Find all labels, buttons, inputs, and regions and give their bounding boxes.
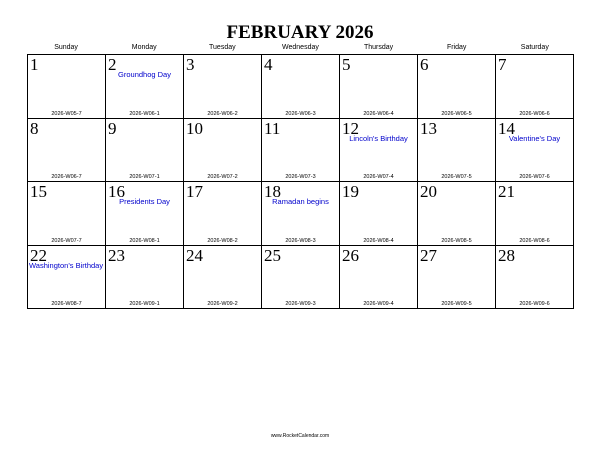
- day-cell: [106, 55, 184, 119]
- iso-week-label: 2026-W07-3: [285, 174, 316, 180]
- day-cell: [106, 246, 184, 310]
- day-number: 2: [108, 55, 117, 74]
- weekday-label: Thursday: [363, 44, 394, 51]
- iso-week-label: 2026-W07-2: [207, 174, 238, 180]
- iso-week-label: 2026-W06-6: [519, 110, 550, 117]
- day-number: 5: [342, 55, 351, 74]
- calendar-grid: [27, 54, 574, 309]
- day-cell: [106, 119, 184, 183]
- day-cell: [496, 246, 574, 310]
- weekday-label: Friday: [446, 44, 467, 51]
- day-number: 25: [264, 245, 281, 265]
- day-number: 4: [264, 55, 273, 74]
- iso-week-label: 2026-W08-3: [285, 237, 316, 244]
- iso-week-label: 2026-W09-4: [363, 301, 394, 307]
- day-cell: [340, 246, 418, 310]
- iso-week-label: 2026-W05-7: [51, 110, 82, 117]
- day-number: 17: [186, 182, 203, 201]
- day-cell: [496, 55, 574, 119]
- day-cell: [496, 182, 574, 246]
- day-cell: [418, 182, 496, 246]
- day-number: 23: [108, 245, 125, 265]
- day-number: 26: [342, 245, 359, 265]
- holiday-label: Lincoln's Birthday: [349, 133, 408, 143]
- weekday-label: Sunday: [54, 44, 78, 51]
- day-cell: [496, 119, 574, 183]
- day-cell: [340, 119, 418, 183]
- day-number: 14: [498, 118, 515, 138]
- day-cell: [28, 246, 106, 310]
- day-number: 15: [30, 182, 47, 201]
- weekday-header: [27, 44, 574, 51]
- day-cell: [184, 119, 262, 183]
- day-number: 13: [420, 118, 437, 138]
- day-number: 21: [498, 182, 515, 201]
- day-number: 27: [420, 245, 437, 265]
- day-cell: [418, 55, 496, 119]
- day-number: 16: [108, 182, 125, 201]
- iso-week-label: 2026-W08-4: [363, 237, 394, 244]
- iso-week-label: 2026-W06-3: [285, 110, 316, 117]
- iso-week-label: 2026-W09-5: [441, 301, 472, 307]
- calendar-title: FEBRUARY 2026: [226, 22, 374, 43]
- iso-week-label: 2026-W06-2: [207, 110, 238, 117]
- day-number: 11: [264, 118, 281, 138]
- weekday-label: Wednesday: [282, 44, 319, 51]
- day-cell: [340, 182, 418, 246]
- day-cell: [106, 182, 184, 246]
- iso-week-label: 2026-W06-5: [441, 110, 472, 117]
- iso-week-label: 2026-W07-6: [519, 174, 550, 180]
- day-number: 8: [30, 118, 39, 138]
- iso-week-label: 2026-W09-1: [129, 301, 160, 307]
- iso-week-label: 2026-W09-3: [285, 301, 316, 307]
- day-number: 20: [420, 182, 437, 201]
- holiday-label: Ramadan begins: [272, 197, 329, 206]
- iso-week-label: 2026-W06-1: [129, 110, 160, 117]
- day-cell: [184, 55, 262, 119]
- iso-week-label: 2026-W08-5: [441, 237, 472, 244]
- holiday-label: Presidents Day: [119, 197, 170, 206]
- day-cell: [340, 55, 418, 119]
- day-number: 18: [264, 182, 281, 201]
- day-number: 3: [186, 55, 195, 74]
- day-cell: [28, 119, 106, 183]
- iso-week-label: 2026-W07-7: [51, 237, 82, 244]
- iso-week-label: 2026-W07-5: [441, 174, 472, 180]
- iso-week-label: 2026-W07-4: [363, 174, 394, 180]
- day-number: 7: [498, 55, 507, 74]
- weekday-label: Monday: [131, 44, 157, 51]
- iso-week-label: 2026-W08-6: [519, 237, 550, 244]
- iso-week-label: 2026-W06-4: [363, 110, 394, 117]
- day-cell: [262, 182, 340, 246]
- day-cell: [262, 119, 340, 183]
- holiday-label: Groundhog Day: [118, 70, 171, 79]
- day-number: 19: [342, 182, 359, 201]
- day-number: 12: [342, 118, 359, 138]
- iso-week-label: 2026-W06-7: [51, 174, 82, 180]
- day-number: 1: [30, 55, 39, 74]
- holiday-label: Washington's Birthday: [29, 260, 104, 270]
- day-cell: [418, 246, 496, 310]
- day-number: 22: [30, 245, 47, 265]
- day-cell: [184, 182, 262, 246]
- holiday-label: Valentine's Day: [508, 133, 561, 143]
- iso-week-label: 2026-W07-1: [129, 174, 160, 180]
- footer-credit: www.RocketCalendar.com: [270, 433, 330, 439]
- iso-week-label: 2026-W09-6: [519, 301, 550, 307]
- iso-week-label: 2026-W08-7: [51, 301, 82, 307]
- day-cell: [262, 55, 340, 119]
- day-number: 10: [186, 118, 203, 138]
- day-cell: [418, 119, 496, 183]
- weekday-label: Saturday: [520, 44, 549, 51]
- day-number: 6: [420, 55, 429, 74]
- day-number: 24: [186, 245, 203, 265]
- day-cell: [262, 246, 340, 310]
- day-number: 28: [498, 245, 515, 265]
- day-cell: [28, 182, 106, 246]
- weekday-label: Tuesday: [209, 44, 236, 51]
- iso-week-label: 2026-W09-2: [207, 301, 238, 307]
- iso-week-label: 2026-W08-2: [207, 237, 238, 244]
- day-cell: [28, 55, 106, 119]
- iso-week-label: 2026-W08-1: [129, 237, 160, 244]
- day-number: 9: [108, 118, 117, 138]
- day-cell: [184, 246, 262, 310]
